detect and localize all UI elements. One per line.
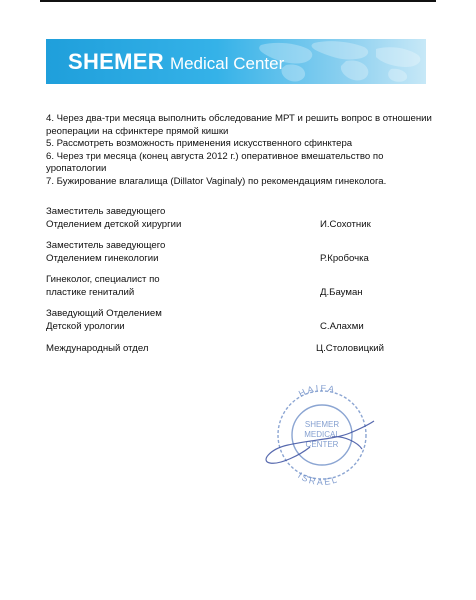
brand-name: SHEMER <box>68 49 164 74</box>
official-stamp <box>240 385 400 490</box>
signer-name: И.Сохотник <box>320 218 371 230</box>
signature-block <box>46 274 436 299</box>
stamp-seal-graphic <box>240 385 400 485</box>
brand-subtitle: Medical Center <box>169 54 285 73</box>
list-item: 7. Бужирование влагалища (Dillator Vaginaly) по рекомендациям гинеколога. <box>46 175 387 187</box>
signer-name: С.Алахми <box>320 320 364 332</box>
signer-department: Отделением гинекологии <box>46 252 159 264</box>
header-banner <box>46 39 426 84</box>
signer-title: Заместитель заведующего <box>46 240 166 251</box>
signer-name: Д.Бауман <box>320 286 363 298</box>
signature-block <box>46 206 436 231</box>
signature-block <box>46 308 436 333</box>
stamp-center-line3: CENTER <box>305 440 339 449</box>
signer-department: пластике гениталий <box>46 286 135 298</box>
brand-logo <box>68 49 284 75</box>
svg-text:ISRAEL <box>296 470 340 485</box>
signature-block <box>46 343 436 356</box>
stamp-top-text: HAIFA <box>296 385 338 399</box>
signer-name: Р.Кробочка <box>320 252 369 264</box>
list-item: 4. Через два-три месяца выполнить обследование МРТ и решить вопрос в отношении реоперации на сфинктере прямой кишки <box>46 113 432 137</box>
list-item: 6. Через три месяца (конец августа 2012 г.) оперативное вмешательство по уропатологии <box>46 150 384 175</box>
stamp-center-line2: MEDICAL <box>304 430 340 439</box>
signer-department: Отделением детской хирургии <box>46 218 182 230</box>
signer-department: Детской урологии <box>46 320 125 332</box>
signer-title: Международный отдел <box>46 343 149 354</box>
stamp-center-line1: SHEMER <box>304 420 340 429</box>
signer-title: Гинеколог, специалист по <box>46 274 160 285</box>
list-item: 5. Рассмотреть возможность применения искусственного сфинктера <box>46 138 353 150</box>
stamp-bottom-text: ISRAEL <box>296 470 340 485</box>
svg-text:HAIFA <box>297 385 337 399</box>
signer-title: Заведующий Отделением <box>46 308 162 319</box>
top-rule <box>40 0 436 2</box>
signer-title: Заместитель заведующего <box>46 206 166 217</box>
recommendations-list <box>46 113 436 189</box>
signature-block <box>46 240 436 265</box>
signer-name: Ц.Столовицкий <box>316 343 385 354</box>
